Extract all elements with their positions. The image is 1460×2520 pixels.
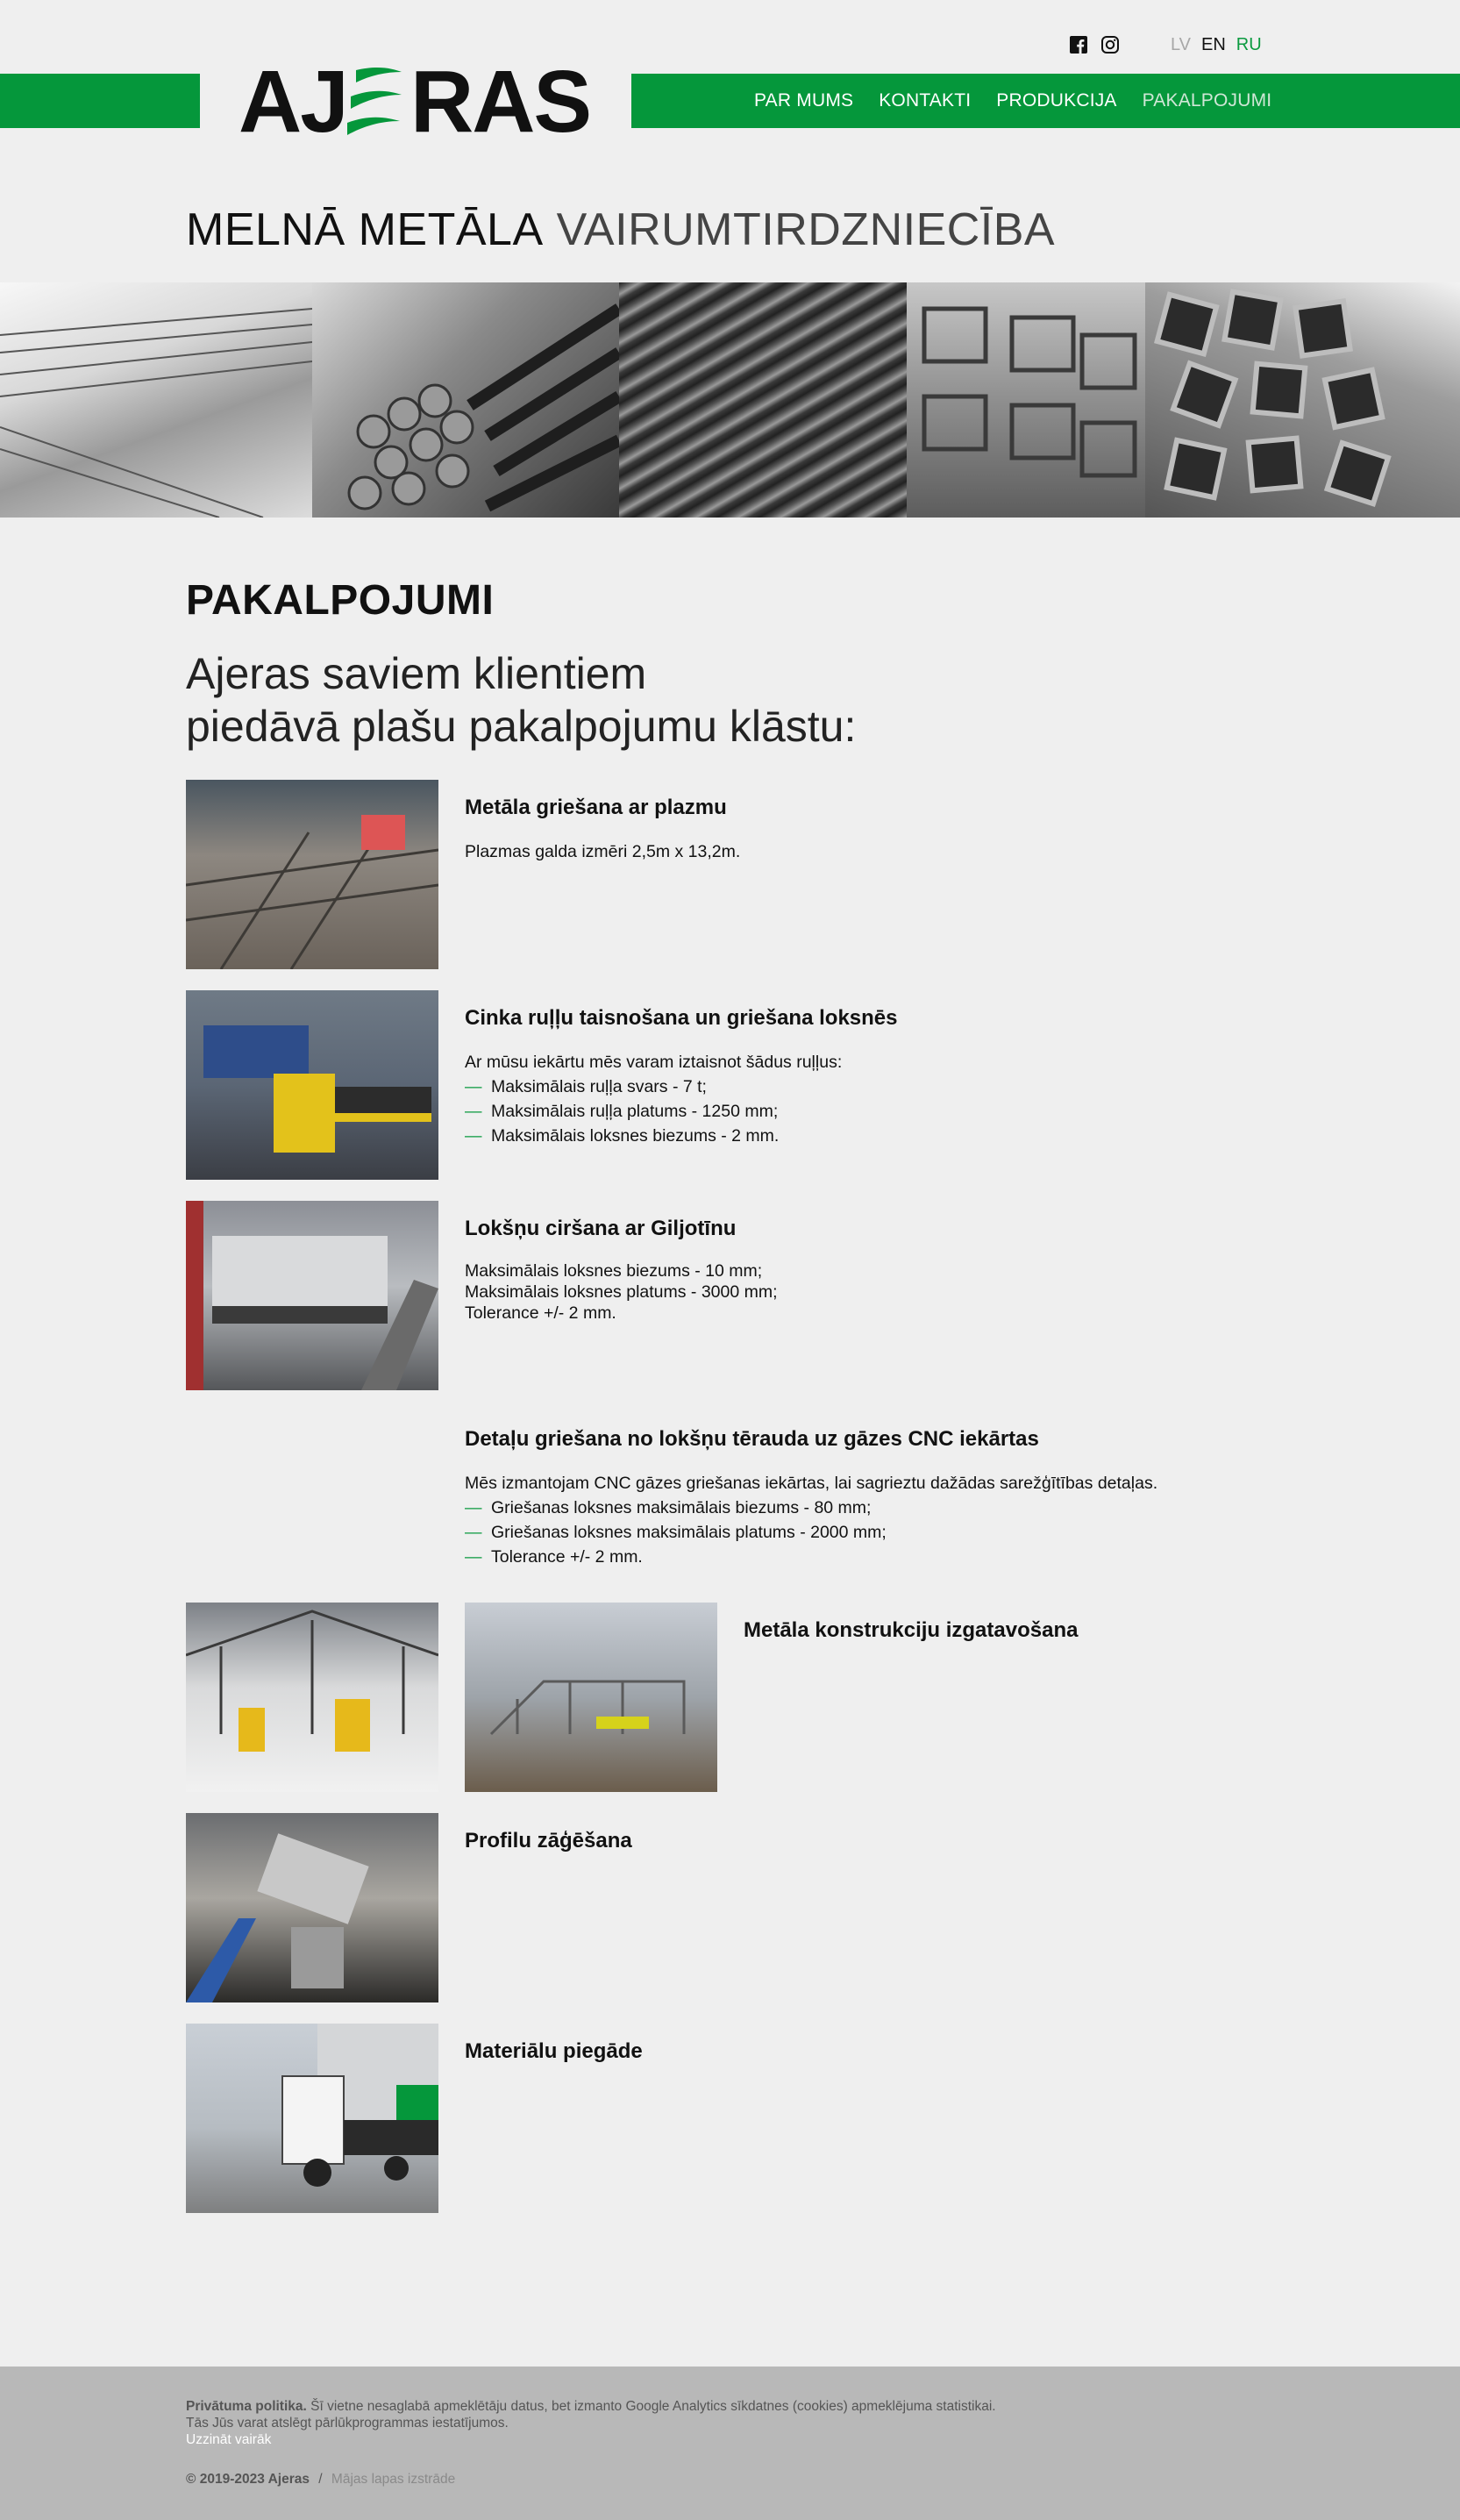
product-photo-strip	[0, 282, 1460, 518]
section-title: PAKALPOJUMI	[186, 577, 495, 624]
privacy-text: Tās Jūs varat atslēgt pārlūkprogrammas iestatījumos.	[186, 2416, 509, 2431]
round-bars-photo	[312, 282, 619, 518]
developer-link[interactable]: Mājas lapas izstrāde	[331, 2472, 456, 2487]
service-title: Materiālu piegāde	[465, 2039, 643, 2063]
service-title: Lokšņu ciršana ar Giljotīnu	[465, 1217, 737, 1240]
site-logo[interactable]	[239, 60, 595, 140]
service-text	[744, 1618, 1078, 1662]
rebar-photo	[619, 282, 907, 518]
service-text	[465, 1427, 1157, 1569]
list-item: — Tolerance +/- 2 mm.	[465, 1547, 643, 1567]
service-line: Maksimālais loksnes biezums - 10 mm;	[465, 1261, 763, 1281]
service-line: Tolerance +/- 2 mm.	[465, 1303, 616, 1323]
site-footer	[0, 2367, 1460, 2520]
service-item	[186, 2024, 1308, 2213]
hero-title-bold: MELNĀ METĀLA	[186, 204, 544, 255]
site-header	[0, 0, 1460, 140]
svg-text:RAS: RAS	[410, 60, 591, 140]
learn-more-link[interactable]: Uzzināt vairāk	[186, 2432, 272, 2447]
plasma-cutting-photo	[186, 780, 438, 969]
service-title: Metāla konstrukciju izgatavošana	[744, 1618, 1079, 1642]
section-subtitle	[186, 647, 856, 753]
list-item: — Griešanas loksnes maksimālais biezums - 80 mm;	[465, 1498, 872, 1517]
service-item	[186, 990, 1308, 1180]
list-item: — Maksimālais ruļļa svars - 7 t;	[465, 1077, 707, 1096]
service-text	[465, 1217, 778, 1324]
header-green-band-left	[0, 74, 200, 128]
service-title: Cinka ruļļu taisnošana un griešana loksnēs	[465, 1006, 898, 1030]
square-tubes-photo	[1145, 282, 1460, 518]
section-subtitle-line1: Ajeras saviem klientiem	[186, 649, 647, 698]
list-item: — Maksimālais ruļļa platums - 1250 mm;	[465, 1102, 779, 1121]
section-subtitle-line2: piedāvā plašu pakalpojumu klāstu:	[186, 702, 857, 751]
lang-en[interactable]: EN	[1200, 35, 1226, 54]
list-item: — Griešanas loksnes maksimālais platums - 2000 mm;	[465, 1523, 887, 1542]
service-bullets	[465, 1074, 898, 1148]
service-item	[186, 1201, 1308, 1390]
privacy-notice	[186, 2398, 996, 2448]
service-title: Profilu zāģēšana	[465, 1829, 632, 1853]
delivery-truck-photo	[186, 2024, 438, 2213]
service-text	[465, 796, 740, 864]
nav-par-mums[interactable]: PAR MUMS	[754, 90, 854, 111]
service-item	[186, 1411, 1308, 1569]
service-line: Ar mūsu iekārtu mēs varam iztaisnot šādus ruļļus:	[465, 1053, 843, 1072]
service-text	[465, 1006, 898, 1148]
list-item: — Maksimālais loksnes biezums - 2 mm.	[465, 1126, 780, 1146]
service-line: Plazmas galda izmēri 2,5m x 13,2m.	[465, 842, 741, 861]
instagram-icon[interactable]	[1100, 35, 1120, 54]
hero-title-light: VAIRUMTIRDZNIECĪBA	[556, 204, 1056, 255]
lang-lv[interactable]: LV	[1171, 35, 1191, 54]
footer-separator: /	[318, 2472, 323, 2487]
copyright	[186, 2472, 455, 2488]
nav-kontakti[interactable]: KONTAKTI	[879, 90, 972, 111]
privacy-label: Privātuma politika.	[186, 2399, 307, 2414]
service-bullets	[465, 1496, 1157, 1569]
service-title: Detaļu griešana no lokšņu tērauda uz gāzes CNC iekārtas	[465, 1427, 1039, 1451]
construction-exterior-photo	[465, 1603, 717, 1792]
lang-ru[interactable]: RU	[1236, 35, 1262, 54]
sheet-metal-photo	[0, 282, 312, 518]
service-item	[186, 780, 1308, 969]
service-line: Mēs izmantojam CNC gāzes griešanas iekārtas, lai sagrieztu dažādas sarežģītības detaļas.	[465, 1474, 1158, 1493]
svg-text:AJ: AJ	[239, 60, 347, 140]
service-text	[465, 2039, 643, 2083]
nav-pakalpojumi[interactable]: PAKALPOJUMI	[1142, 90, 1272, 111]
facebook-icon[interactable]	[1069, 35, 1088, 54]
construction-interior-photo	[186, 1603, 438, 1792]
hero-title	[186, 203, 1055, 256]
channel-profiles-photo	[907, 282, 1145, 518]
service-title: Metāla griešana ar plazmu	[465, 796, 727, 819]
coil-straightening-photo	[186, 990, 438, 1180]
service-text	[465, 1829, 632, 1873]
main-nav	[754, 74, 1271, 128]
social-links	[1069, 35, 1120, 54]
service-item	[186, 1813, 1308, 2002]
service-line: Maksimālais loksnes platums - 3000 mm;	[465, 1282, 778, 1302]
guillotine-photo	[186, 1201, 438, 1390]
language-switcher	[1171, 35, 1262, 55]
privacy-text: Šī vietne nesaglabā apmeklētāju datus, bet izmanto Google Analytics sīkdatnes (cookies) apmeklējuma statistikai.	[306, 2399, 996, 2414]
service-item	[186, 1603, 1308, 1792]
copyright-text: © 2019-2023 Ajeras	[186, 2472, 310, 2487]
nav-produkcija[interactable]: PRODUKCIJA	[996, 90, 1117, 111]
profile-sawing-photo	[186, 1813, 438, 2002]
